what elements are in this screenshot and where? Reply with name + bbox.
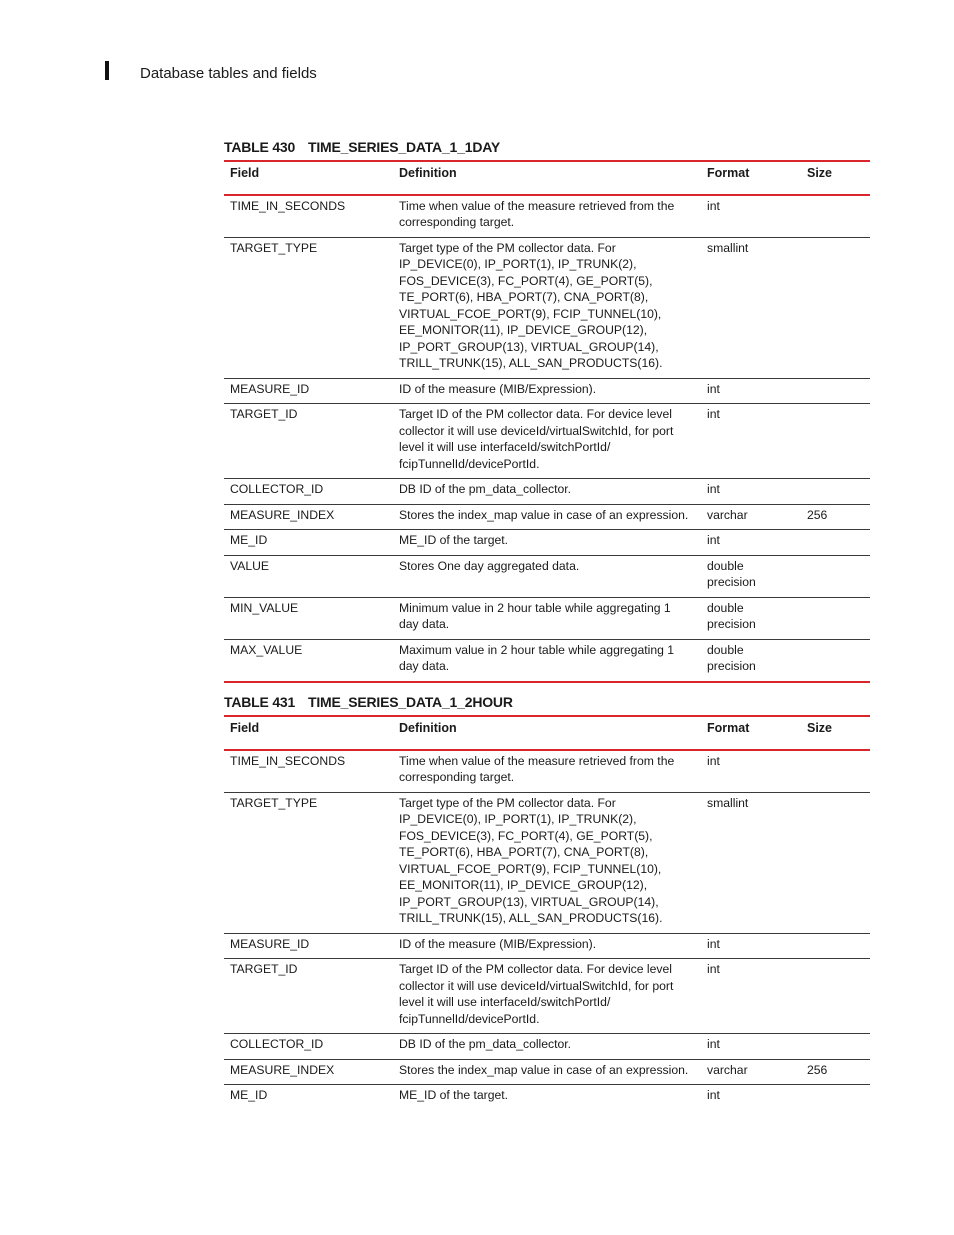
cell-definition: Target type of the PM collector data. For IP_DEVICE(0), IP_PORT(1), IP_TRUNK(2), FOS_DEVICE(3), FC_PORT(4), GE_PORT(5), TE_PORT(6), HBA_PORT(7), CNA_PORT(8), VIRTUAL_FCOE_PORT(9), FCIP_TUNNEL(10), EE_MONITOR(11), IP_DEVICE_GROUP(12), IP_PORT_GROUP(13), VIRTUAL_GROUP(14), TRILL_TRUNK(15), ALL_SAN_PRODUCTS(16). (393, 792, 701, 933)
cell-definition: Time when value of the measure retrieved from the corresponding target. (393, 750, 701, 793)
table-row (224, 1059, 870, 1085)
cell-format: int (701, 195, 801, 238)
cell-field: ME_ID (230, 1088, 268, 1102)
cell-size (801, 597, 870, 639)
cell-size (801, 1085, 870, 1110)
cell-field: ME_ID (224, 530, 393, 556)
cell-field: TARGET_TYPE (224, 237, 393, 378)
table-caption (224, 694, 870, 710)
table-row (224, 597, 870, 639)
column-header-size: Size (801, 161, 870, 195)
cell-format: int (701, 404, 801, 479)
cell-size (801, 237, 870, 378)
column-header-size: Size (801, 716, 870, 750)
cell-definition: ME_ID of the target. (399, 1088, 509, 1102)
cell-format: double precision (701, 555, 801, 597)
column-header-field: Field (224, 716, 393, 750)
table-row (224, 530, 870, 556)
cell-format: int (701, 750, 801, 793)
cell-field: MEASURE_ID (224, 378, 393, 404)
column-header-format: Format (701, 161, 801, 195)
cell-size (801, 959, 870, 1034)
cell-field: COLLECTOR_ID (224, 1034, 393, 1060)
cell-definition: Stores the index_map value in case of an expression. (393, 1059, 701, 1085)
cell-size (801, 530, 870, 556)
column-header-field: Field (224, 161, 393, 195)
cell-definition: Time when value of the measure retrieved from the corresponding target. (393, 195, 701, 238)
cell-definition: ID of the measure (MIB/Expression). (393, 933, 701, 959)
cell-format: smallint (701, 237, 801, 378)
table-time-series-data-1-1day (224, 160, 870, 683)
table-row (224, 639, 870, 682)
page-margin-bar (105, 61, 109, 80)
cell-field: TIME_IN_SECONDS (224, 750, 393, 793)
table-caption (224, 139, 870, 155)
cell-field: COLLECTOR_ID (224, 479, 393, 505)
cell-format: varchar (701, 1059, 801, 1085)
cell-definition: Stores One day aggregated data. (393, 555, 701, 597)
table-caption-number: TABLE 430 (224, 139, 296, 155)
cell-definition: DB ID of the pm_data_collector. (393, 479, 701, 505)
cell-size (801, 479, 870, 505)
column-header-definition: Definition (393, 716, 701, 750)
table-row (224, 504, 870, 530)
cell-format: double precision (701, 597, 801, 639)
cell-size (801, 750, 870, 793)
column-header-format: Format (701, 716, 801, 750)
table-row (224, 555, 870, 597)
cell-format: int (701, 959, 801, 1034)
cell-field: MEASURE_INDEX (224, 504, 393, 530)
table-row (224, 1085, 870, 1110)
cell-size: 256 (801, 504, 870, 530)
cell-format: varchar (701, 504, 801, 530)
cell-definition: Target ID of the PM collector data. For device level collector it will use deviceId/virtualSwitchId, for port level it will use interfaceId/switchPortId/ fcipTunnelId/devicePortId. (393, 959, 701, 1034)
cell-format: int (701, 378, 801, 404)
cell-definition: Target type of the PM collector data. For IP_DEVICE(0), IP_PORT(1), IP_TRUNK(2), FOS_DEVICE(3), FC_PORT(4), GE_PORT(5), TE_PORT(6), HBA_PORT(7), CNA_PORT(8), VIRTUAL_FCOE_PORT(9), FCIP_TUNNEL(10), EE_MONITOR(11), IP_DEVICE_GROUP(12), IP_PORT_GROUP(13), VIRTUAL_GROUP(14), TRILL_TRUNK(15), ALL_SAN_PRODUCTS(16). (393, 237, 701, 378)
cell-definition: ID of the measure (MIB/Expression). (393, 378, 701, 404)
cell-format: int (701, 530, 801, 556)
column-header-definition: Definition (393, 161, 701, 195)
table-row (224, 404, 870, 479)
cell-format: int (701, 479, 801, 505)
table-header-row (224, 716, 870, 750)
cell-field: MEASURE_ID (224, 933, 393, 959)
cell-field: TARGET_TYPE (224, 792, 393, 933)
table-row (224, 750, 870, 793)
table-header-row (224, 161, 870, 195)
table-row (224, 959, 870, 1034)
cell-format: int (701, 933, 801, 959)
table-caption-name: TIME_SERIES_DATA_1_1DAY (308, 139, 500, 155)
cell-field: TARGET_ID (224, 404, 393, 479)
cell-size (801, 195, 870, 238)
cell-size (801, 404, 870, 479)
cell-field: MEASURE_INDEX (224, 1059, 393, 1085)
table-row (224, 378, 870, 404)
cell-field: MAX_VALUE (224, 639, 393, 682)
cell-size (801, 792, 870, 933)
cell-field: MIN_VALUE (224, 597, 393, 639)
cell-definition: Stores the index_map value in case of an expression. (393, 504, 701, 530)
cell-format: smallint (701, 792, 801, 933)
cell-format: int (707, 1088, 720, 1102)
table-row (224, 195, 870, 238)
table-row (224, 933, 870, 959)
table-row (224, 237, 870, 378)
cell-field: TARGET_ID (224, 959, 393, 1034)
cell-definition: Minimum value in 2 hour table while aggregating 1 day data. (393, 597, 701, 639)
cell-format: double precision (701, 639, 801, 682)
table-caption-number: TABLE 431 (224, 694, 296, 710)
table-row (224, 479, 870, 505)
cell-field: TIME_IN_SECONDS (224, 195, 393, 238)
cell-definition: Maximum value in 2 hour table while aggregating 1 day data. (393, 639, 701, 682)
cell-size (801, 639, 870, 682)
cell-definition: ME_ID of the target. (393, 530, 701, 556)
cell-size (801, 378, 870, 404)
cell-definition: DB ID of the pm_data_collector. (393, 1034, 701, 1060)
table-row (224, 792, 870, 933)
cell-size: 256 (801, 1059, 870, 1085)
cell-field: VALUE (224, 555, 393, 597)
table-caption-name: TIME_SERIES_DATA_1_2HOUR (308, 694, 513, 710)
cell-size (801, 1034, 870, 1060)
cell-definition: Target ID of the PM collector data. For device level collector it will use deviceId/virtualSwitchId, for port level it will use interfaceId/switchPortId/ fcipTunnelId/devicePortId. (393, 404, 701, 479)
cell-format: int (701, 1034, 801, 1060)
table-time-series-data-1-2hour (224, 715, 870, 1110)
table-row (224, 1034, 870, 1060)
page-header-title: Database tables and fields (140, 65, 317, 82)
cell-size (801, 933, 870, 959)
cell-size (801, 555, 870, 597)
